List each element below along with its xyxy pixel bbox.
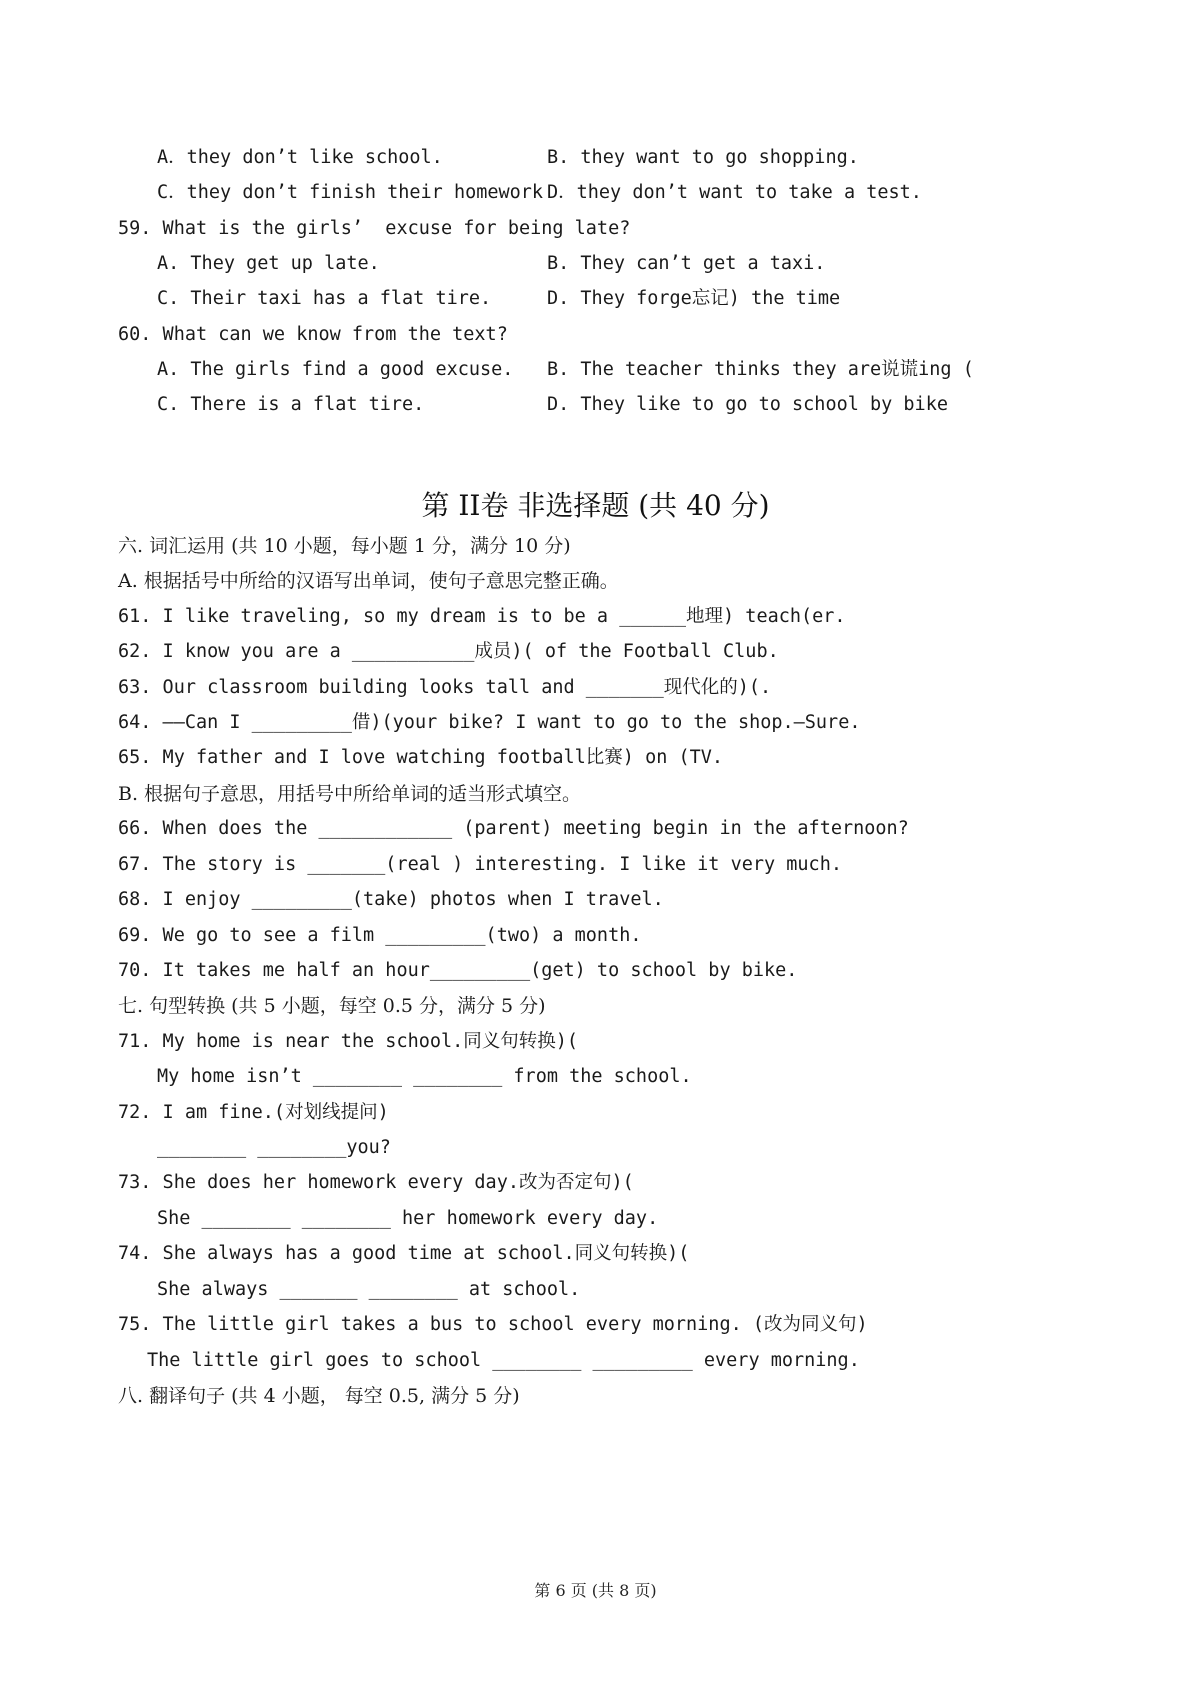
- section-6b-instruction: B. 根据句子意思，用括号中所给单词的适当形式填空。: [118, 783, 582, 805]
- q59-option-a: A. They get up late.: [157, 253, 380, 274]
- question-67: 67. The story is _______(real ) interesting. I like it very much.: [118, 854, 842, 875]
- q60-option-a: A. The girls find a good excuse.: [157, 359, 514, 380]
- q58-option-b: B. they want to go shopping.: [547, 147, 859, 168]
- question-64: 64. ——Can I _________借)(your bike? I want to go to the shop.—Sure.: [118, 712, 861, 733]
- q60-stem: 60. What can we know from the text?: [118, 324, 508, 345]
- question-71-answer-line: My home isn’t ________ ________ from the school.: [157, 1066, 692, 1087]
- q60-option-c: C. There is a flat tire.: [157, 394, 425, 415]
- question-74-answer-line: She always _______ ________ at school.: [157, 1279, 581, 1300]
- question-72-answer-line: ________ ________you?: [157, 1137, 391, 1158]
- question-65: 65. My father and I love watching football比赛) on (TV.: [118, 747, 724, 768]
- section-8-heading: 八. 翻译句子 (共 4 小题， 每空 0.5, 满分 5 分): [118, 1385, 520, 1407]
- question-75: 75. The little girl takes a bus to school every morning. (改为同义句): [118, 1314, 868, 1335]
- q60-option-d: D. They like to go to school by bike: [547, 394, 948, 415]
- q58-option-c: C．they don’t finish their homework: [157, 182, 544, 203]
- question-69: 69. We go to see a film _________(two) a month.: [118, 925, 642, 946]
- page-footer: 第 6 页 (共 8 页): [534, 1581, 657, 1600]
- question-68: 68. I enjoy _________(take) photos when I travel.: [118, 889, 664, 910]
- q59-option-b: B. They can’t get a taxi.: [547, 253, 826, 274]
- question-61: 61. I like traveling, so my dream is to be a ______地理) teach(er.: [118, 606, 846, 627]
- q59-option-c: C. Their taxi has a flat tire.: [157, 288, 492, 309]
- q59-stem: 59. What is the girls’ excuse for being late?: [118, 218, 631, 239]
- section-6-heading: 六. 词汇运用 (共 10 小题，每小题 1 分，满分 10 分): [118, 535, 571, 557]
- question-70: 70. It takes me half an hour_________(get) to school by bike.: [118, 960, 798, 981]
- question-72: 72. I am fine.(对划线提问): [118, 1102, 389, 1123]
- question-73: 73. She does her homework every day.改为否定句)(: [118, 1172, 634, 1193]
- question-66: 66. When does the ____________ (parent) meeting begin in the afternoon?: [118, 818, 909, 839]
- question-73-answer-line: She ________ ________ her homework every day.: [157, 1208, 659, 1229]
- question-63: 63. Our classroom building looks tall and _______现代化的)(.: [118, 677, 772, 698]
- question-75-answer-line: The little girl goes to school ________ _________ every morning.: [147, 1350, 860, 1371]
- section-6a-instruction: A. 根据括号中所给的汉语写出单词，使句子意思完整正确。: [118, 570, 619, 592]
- q59-option-d: D. They forge忘记) the time: [547, 288, 841, 309]
- question-62: 62. I know you are a ___________成员)( of the Football Club.: [118, 641, 779, 662]
- q58-option-d: D．they don’t want to take a test.: [547, 182, 922, 203]
- section-7-heading: 七. 句型转换 (共 5 小题，每空 0.5 分，满分 5 分): [118, 995, 546, 1017]
- part-two-title: 第 II卷 非选择题 (共 40 分): [421, 489, 770, 522]
- question-74: 74. She always has a good time at school.同义句转换)(: [118, 1243, 690, 1264]
- q60-option-b: B. The teacher thinks they are说谎ing (: [547, 359, 974, 380]
- question-71: 71. My home is near the school.同义句转换)(: [118, 1031, 579, 1052]
- q58-option-a: A．they don’t like school.: [157, 147, 443, 168]
